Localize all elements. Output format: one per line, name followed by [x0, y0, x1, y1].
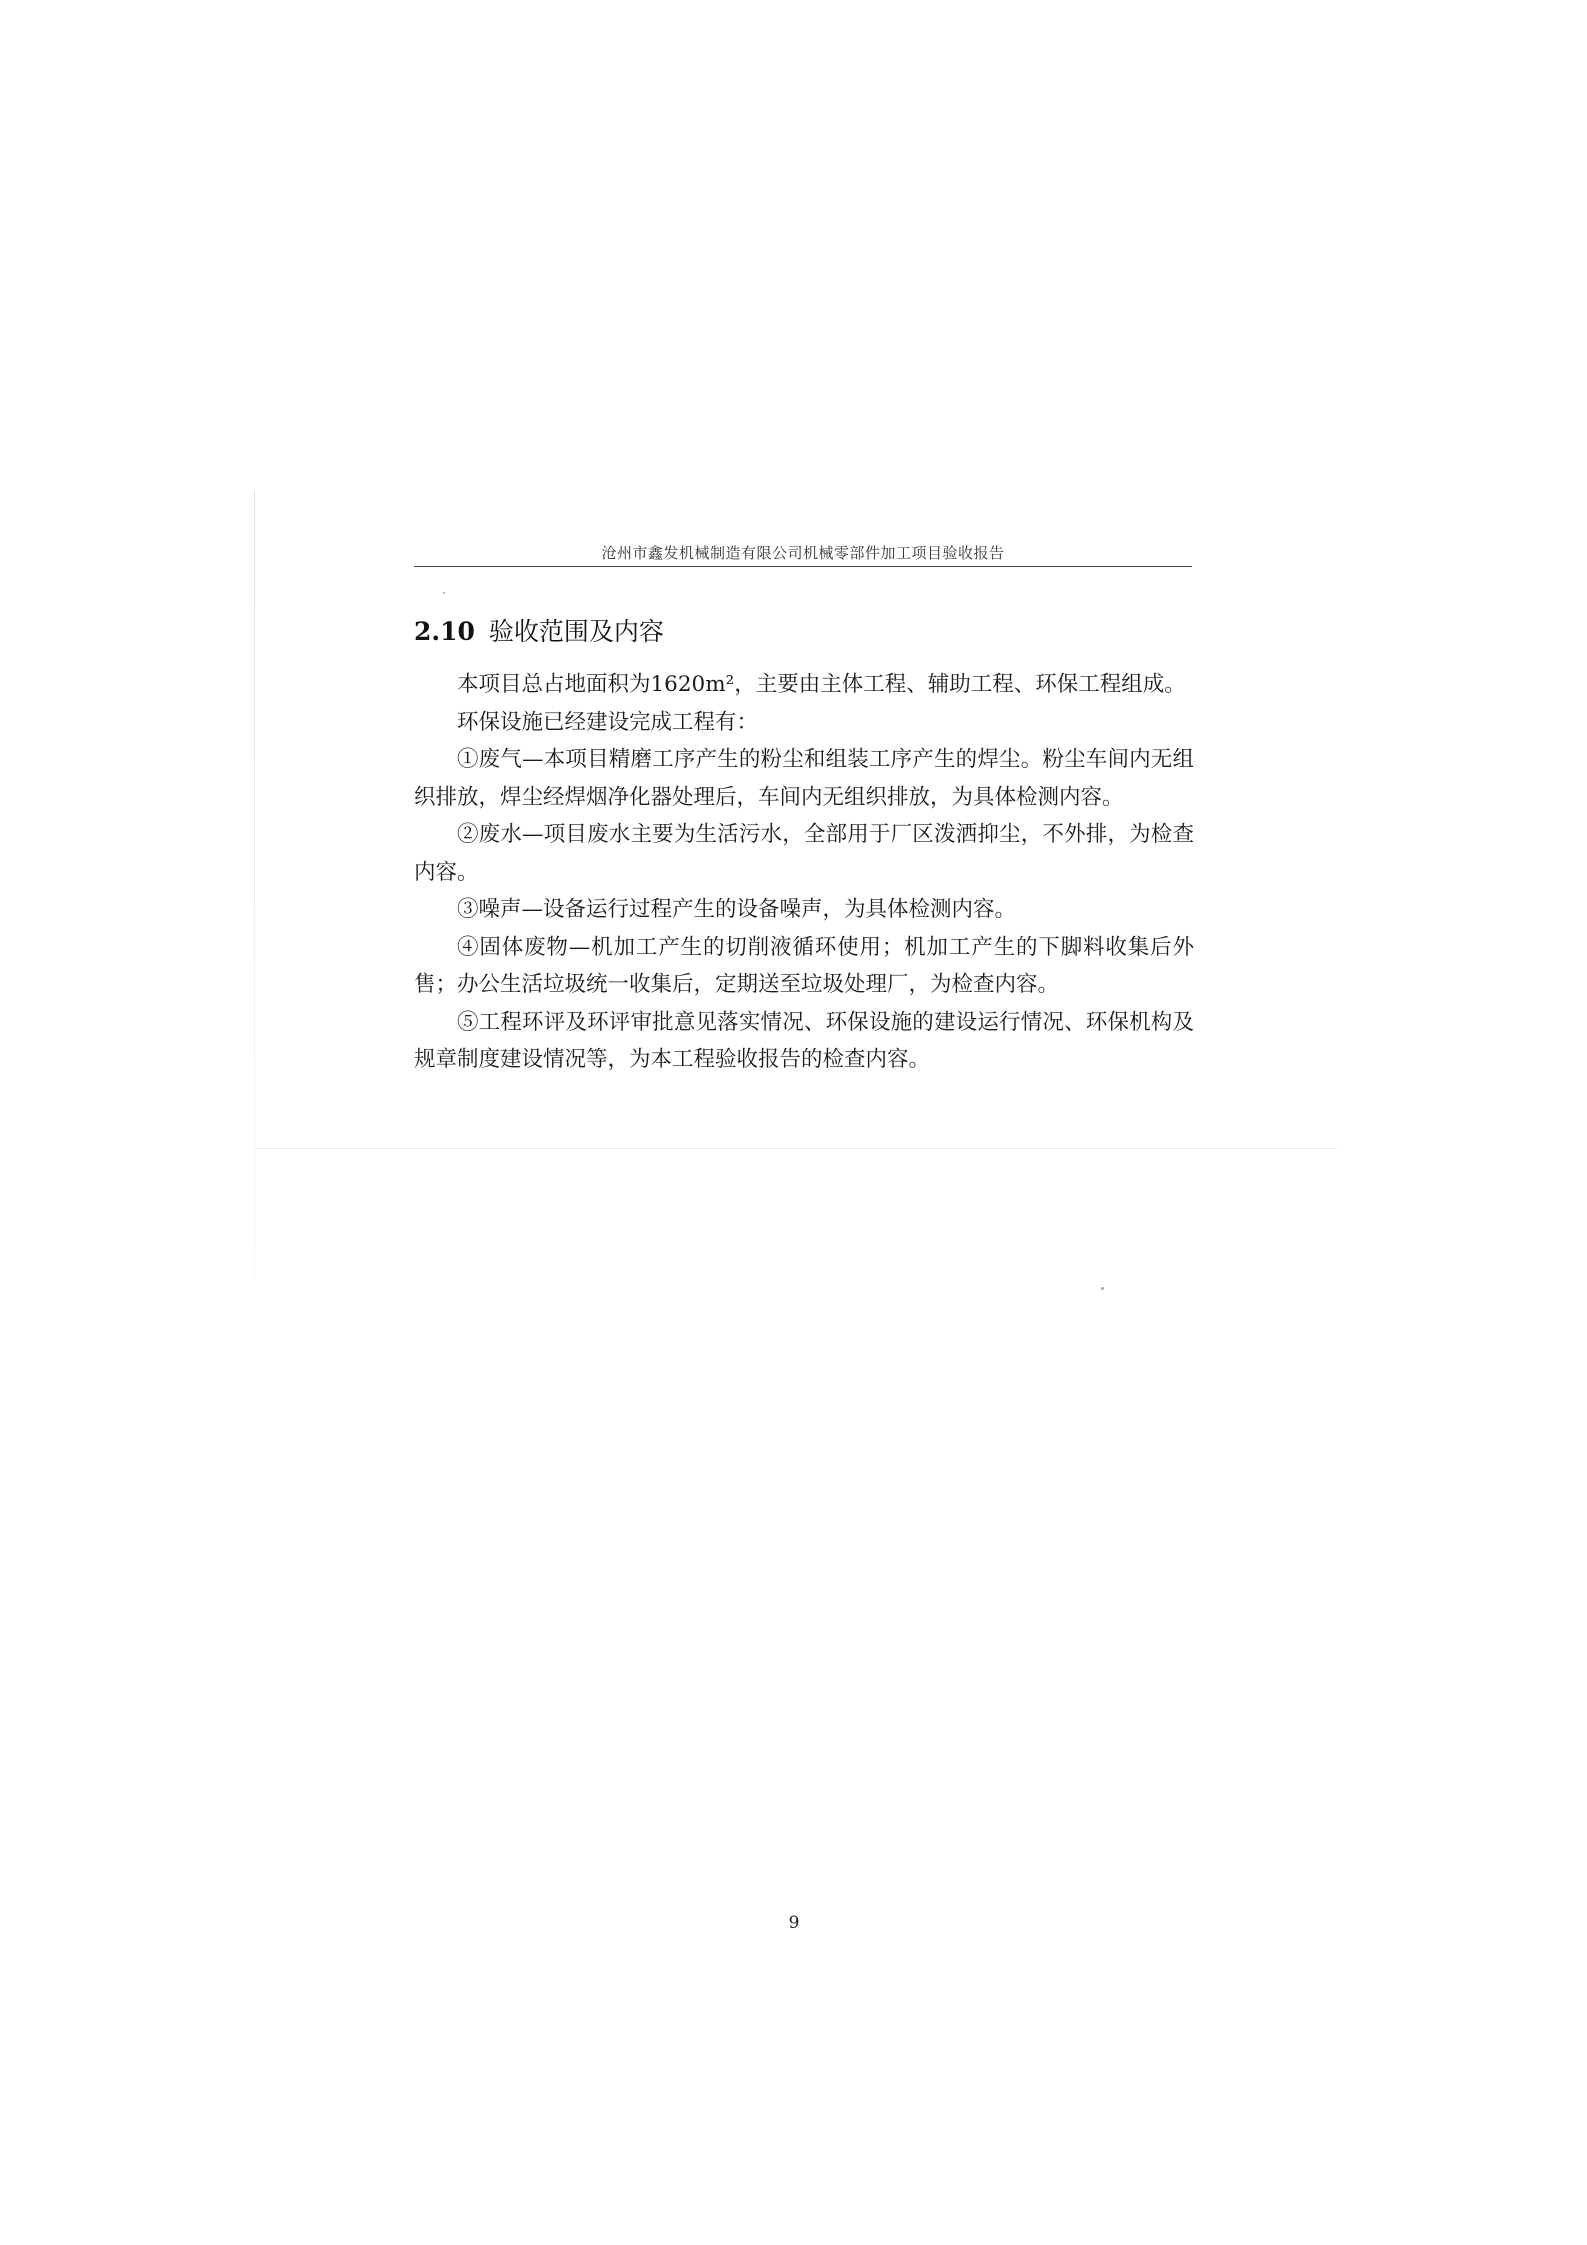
section-title-text: 验收范围及内容 [488, 617, 664, 646]
paragraph: 环保设施已经建设完成工程有： [457, 709, 759, 735]
paragraph: ④固体废物—机加工产生的切削液循环使用；机加工产生的下脚料收集后外售；办公生活垃圾统一收集后，定期送至垃圾处理厂，为检查内容。 [414, 934, 1194, 997]
paragraph: ③噪声—设备运行过程产生的设备噪声，为具体检测内容。 [457, 897, 1017, 922]
running-header: 沧州市鑫发机械制造有限公司机械零部件加工项目验收报告 [601, 544, 1005, 562]
body-text [414, 666, 1194, 1079]
paragraph: 本项目总占地面积为1620m²，主要由主体工程、辅助工程、环保工程组成。 [457, 672, 1186, 697]
section-number: 2.10 [414, 617, 475, 646]
page-number: 9 [788, 1913, 800, 1933]
header-rule [414, 566, 1192, 567]
scan-fold-artifact [254, 1148, 1338, 1149]
paragraph: ⑤工程环评及环评审批意见落实情况、环保设施的建设运行情况、环保机构及规章制度建设情况等，为本工程验收报告的检查内容。 [414, 1009, 1194, 1072]
paragraph: ②废水—项目废水主要为生活污水，全部用于厂区泼洒抑尘，不外排，为检查内容。 [414, 822, 1194, 885]
scan-edge-artifact [254, 490, 255, 1280]
paragraph: ①废气—本项目精磨工序产生的粉尘和组装工序产生的焊尘。粉尘车间内无组织排放，焊尘经焊烟净化器处理后，车间内无组织排放，为具体检测内容。 [414, 747, 1194, 810]
scan-speck [1101, 1287, 1104, 1290]
scan-speck [443, 592, 445, 594]
section-title [414, 612, 664, 648]
